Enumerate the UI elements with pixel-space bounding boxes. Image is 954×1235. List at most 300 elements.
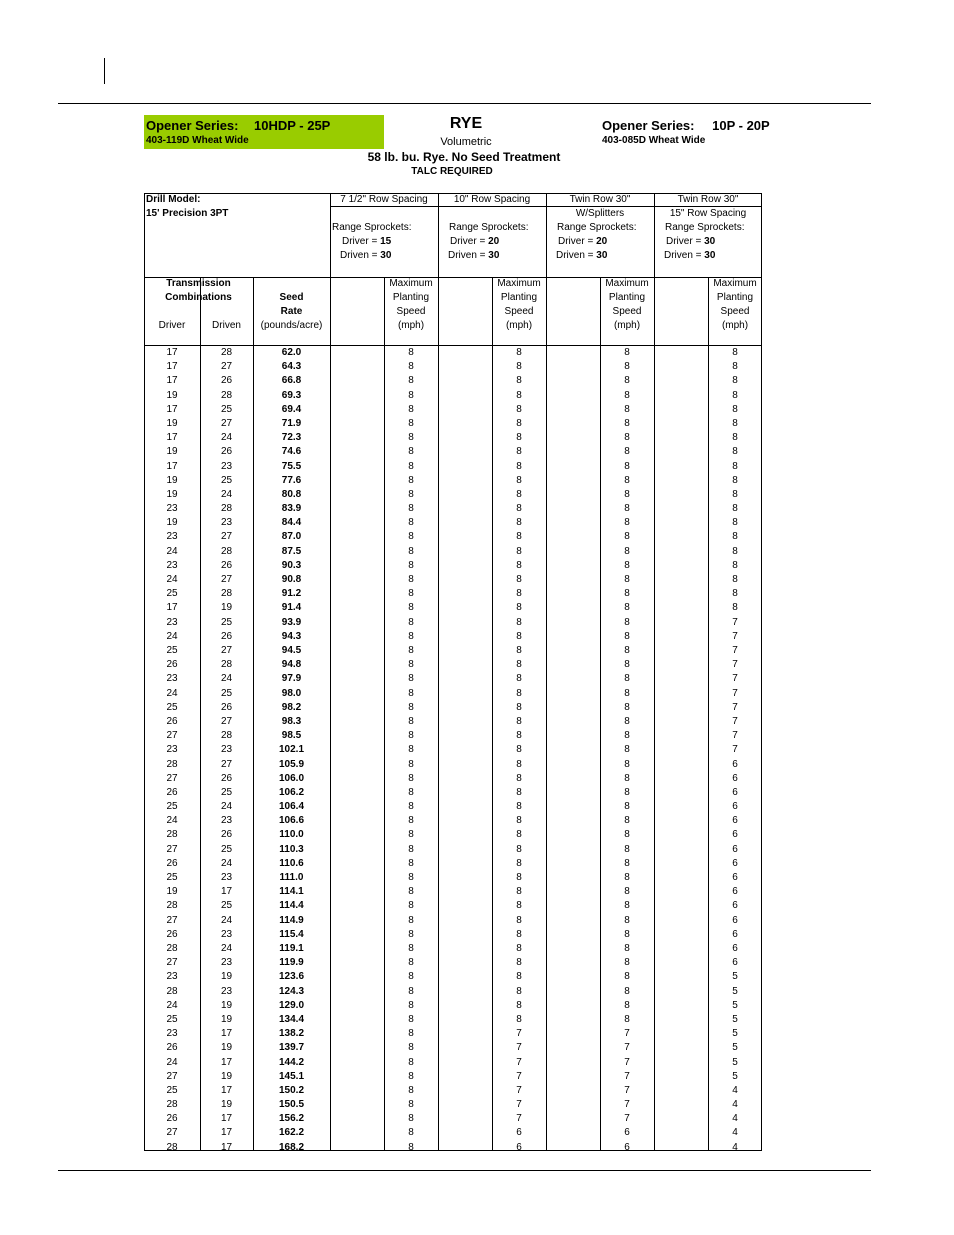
spacing-1-driver: Driver = 15	[342, 236, 392, 247]
table-row	[144, 1112, 762, 1126]
mps-7.5-cell: 8	[408, 1099, 414, 1111]
mps-10-cell: 8	[516, 531, 522, 543]
mps-twin-splitter-cell: 7	[624, 1070, 630, 1082]
table-row	[144, 814, 762, 828]
mps-twin-15-cell: 6	[732, 872, 738, 884]
seed-header: Seed	[279, 292, 304, 303]
mps-twin-15-cell: 8	[732, 559, 738, 571]
seed-rate-cell: 98.2	[281, 701, 302, 713]
driver-cell: 26	[166, 715, 178, 727]
seed-rate-cell: 71.9	[281, 417, 302, 429]
mps-10-cell: 8	[516, 559, 522, 571]
table-row	[144, 346, 762, 360]
driven-cell: 28	[220, 503, 233, 515]
seed-rate-cell: 139.7	[278, 1042, 305, 1054]
driver-cell: 25	[166, 801, 178, 813]
seed-rate-cell: 162.2	[278, 1127, 305, 1139]
driven-cell: 26	[220, 829, 233, 841]
mps-twin-15-cell: 7	[732, 659, 738, 671]
mps-7.5-cell: 8	[408, 673, 414, 685]
driver-cell: 24	[166, 1056, 178, 1068]
driver-cell: 26	[166, 659, 178, 671]
driven-cell: 19	[220, 1013, 233, 1025]
mps-7.5-cell: 8	[408, 744, 414, 756]
mps-twin-15-cell: 6	[732, 857, 738, 869]
mps-twin-splitter-cell: 8	[624, 1013, 630, 1025]
mps-twin-15-cell: 7	[732, 673, 738, 685]
mps-10-cell: 8	[516, 361, 522, 373]
table-row	[144, 871, 762, 885]
mps-twin-15-cell: 8	[732, 531, 738, 543]
mps-7.5-cell: 8	[408, 786, 414, 798]
mps-twin-15-cell: 8	[732, 446, 738, 458]
mps-10-cell: 8	[516, 843, 522, 855]
table-row	[144, 687, 762, 701]
driven-cell: 23	[220, 985, 233, 997]
mps-twin-splitter-cell: 7	[624, 1113, 630, 1125]
mps-twin-15-cell: 8	[732, 417, 738, 429]
mps-10-cell: 8	[516, 446, 522, 458]
driven-cell: 25	[220, 687, 233, 699]
mps-7.5-cell: 8	[408, 857, 414, 869]
seed-rate-cell: 119.9	[279, 957, 304, 969]
mps-header-2-l4: (mph)	[505, 320, 533, 331]
driven-cell: 27	[220, 758, 233, 770]
mps-10-cell: 7	[516, 1113, 522, 1125]
driven-cell: 28	[220, 659, 233, 671]
seed-rate-cell: 150.2	[278, 1084, 305, 1096]
mps-twin-15-cell: 8	[732, 375, 738, 387]
mps-twin-15-cell: 6	[732, 957, 738, 969]
mps-twin-splitter-cell: 8	[624, 999, 630, 1011]
seed-rate-cell: 105.9	[278, 758, 305, 770]
mps-twin-15-cell: 5	[732, 971, 738, 983]
mps-10-cell: 8	[516, 744, 522, 756]
driven-cell: 19	[220, 999, 233, 1011]
seed-rate-cell: 115.4	[279, 928, 304, 940]
table-row	[144, 828, 762, 842]
seed-rate-cell: 91.2	[281, 588, 302, 600]
driver-cell: 25	[166, 1084, 178, 1096]
spacing-2-title: 10" Row Spacing	[453, 194, 531, 205]
table-row	[144, 445, 762, 459]
table-row	[144, 516, 762, 530]
mps-10-cell: 8	[516, 928, 522, 940]
driver-cell: 27	[166, 957, 178, 969]
mps-7.5-cell: 8	[408, 942, 414, 954]
mps-twin-splitter-cell: 8	[624, 786, 630, 798]
mps-twin-15-cell: 8	[732, 389, 738, 401]
mps-twin-15-cell: 6	[732, 942, 738, 954]
mps-twin-splitter-cell: 8	[624, 957, 630, 969]
mps-10-cell: 8	[516, 985, 522, 997]
mps-twin-splitter-cell: 8	[624, 843, 630, 855]
spacing-3-driven: Driven = 30	[556, 250, 608, 261]
mps-10-cell: 8	[516, 545, 522, 557]
mps-twin-15-cell: 6	[732, 900, 738, 912]
mps-10-cell: 8	[516, 886, 522, 898]
mps-10-cell: 8	[516, 403, 522, 415]
mps-7.5-cell: 8	[408, 999, 414, 1011]
driver-cell: 23	[166, 503, 178, 515]
table-row	[144, 616, 762, 630]
driven-cell: 24	[220, 801, 233, 813]
mps-10-cell: 8	[516, 872, 522, 884]
driven-cell: 17	[220, 1028, 233, 1040]
mps-7.5-cell: 8	[408, 616, 414, 628]
mps-10-cell: 6	[516, 1141, 522, 1153]
driven-cell: 19	[220, 602, 233, 614]
mps-header-1-l2: Planting	[392, 292, 430, 303]
driver-cell: 28	[166, 942, 178, 954]
seed-rate-cell: 94.3	[281, 630, 302, 642]
mps-twin-splitter-cell: 8	[624, 914, 630, 926]
mps-7.5-cell: 8	[408, 843, 414, 855]
mps-10-cell: 8	[516, 786, 522, 798]
mps-7.5-cell: 8	[408, 1127, 414, 1139]
table-row	[144, 488, 762, 502]
mps-7.5-cell: 8	[408, 1028, 414, 1040]
seed-rate-table	[144, 193, 762, 1151]
driver-cell: 17	[166, 375, 178, 387]
mps-7.5-cell: 8	[408, 559, 414, 571]
talc-note: TALC REQUIRED	[411, 166, 493, 177]
mps-twin-15-cell: 8	[732, 488, 738, 500]
mps-twin-splitter-cell: 6	[624, 1127, 630, 1139]
mps-header-3-l3: Speed	[612, 306, 642, 317]
mps-10-cell: 7	[516, 1056, 522, 1068]
driver-cell: 19	[166, 517, 178, 529]
mps-twin-15-cell: 6	[732, 786, 738, 798]
crop-title: RYE	[449, 115, 483, 132]
spacing-1-driven: Driven = 30	[340, 250, 392, 261]
seed-rate-cell: 90.3	[281, 559, 302, 571]
mps-twin-15-cell: 7	[732, 701, 738, 713]
mps-twin-splitter-cell: 8	[624, 815, 630, 827]
mps-7.5-cell: 8	[408, 1013, 414, 1025]
mps-7.5-cell: 8	[408, 347, 414, 358]
driven-cell: 28	[220, 545, 233, 557]
spacing-4-sprockets: Range Sprockets:	[665, 222, 745, 233]
driven-cell: 19	[220, 1099, 233, 1111]
mps-twin-splitter-cell: 8	[624, 389, 630, 401]
mps-twin-splitter-cell: 8	[624, 673, 630, 685]
mps-7.5-cell: 8	[408, 630, 414, 642]
mps-twin-splitter-cell: 8	[624, 347, 630, 358]
driver-cell: 25	[166, 1013, 178, 1025]
opener-value-left: 10HDP - 25P	[254, 118, 331, 133]
seed-rate-cell: 106.4	[278, 801, 305, 813]
driven-cell: 25	[220, 786, 233, 798]
combinations-header: Combinations	[165, 292, 232, 303]
seed-rate-cell: 150.5	[278, 1099, 305, 1111]
seed-rate-cell: 110.6	[279, 857, 304, 869]
table-row	[144, 1084, 762, 1098]
driver-cell: 23	[166, 1028, 178, 1040]
mps-10-cell: 8	[516, 347, 522, 358]
table-row	[144, 672, 762, 686]
seed-rate-cell: 94.8	[281, 659, 302, 671]
opener-label-left: Opener Series:	[146, 118, 239, 133]
seed-rate-cell: 91.4	[281, 602, 302, 614]
mps-7.5-cell: 8	[408, 517, 414, 529]
mps-twin-15-cell: 4	[732, 1113, 738, 1125]
driven-cell: 23	[220, 872, 233, 884]
seed-rate-cell: 77.6	[281, 474, 302, 486]
driven-cell: 17	[220, 1141, 233, 1153]
mps-7.5-cell: 8	[408, 545, 414, 557]
mps-7.5-cell: 8	[408, 503, 414, 515]
mps-header-2-l3: Speed	[504, 306, 534, 317]
mps-10-cell: 8	[516, 389, 522, 401]
table-row	[144, 474, 762, 488]
driver-cell: 24	[166, 999, 178, 1011]
driver-cell: 19	[166, 446, 178, 458]
driver-cell: 27	[166, 1127, 178, 1139]
mps-7.5-cell: 8	[408, 389, 414, 401]
mps-7.5-cell: 8	[408, 957, 414, 969]
driver-cell: 24	[166, 815, 178, 827]
mps-twin-splitter-cell: 6	[624, 1141, 630, 1153]
table-row	[144, 1041, 762, 1055]
mps-twin-15-cell: 6	[732, 758, 738, 770]
mps-twin-splitter-cell: 8	[624, 403, 630, 415]
driven-cell: 23	[220, 460, 233, 472]
mps-twin-15-cell: 6	[732, 928, 738, 940]
mps-header-3-l1: Maximum	[605, 278, 649, 289]
table-row	[144, 1126, 762, 1140]
mps-7.5-cell: 8	[408, 531, 414, 543]
driver-cell: 24	[166, 545, 178, 557]
table-row	[144, 1141, 762, 1155]
mps-twin-splitter-cell: 7	[624, 1056, 630, 1068]
mps-header-4-l2: Planting	[716, 292, 754, 303]
table-row	[144, 403, 762, 417]
driver-cell: 23	[166, 744, 178, 756]
driver-cell: 27	[166, 730, 178, 742]
mps-twin-15-cell: 5	[732, 1028, 738, 1040]
mps-twin-splitter-cell: 8	[624, 730, 630, 742]
mps-header-1-l4: (mph)	[397, 320, 425, 331]
mps-twin-splitter-cell: 8	[624, 659, 630, 671]
driven-cell: 19	[220, 1042, 233, 1054]
mps-10-cell: 8	[516, 616, 522, 628]
mps-twin-15-cell: 8	[732, 432, 738, 444]
seed-rate-cell: 119.1	[279, 942, 304, 954]
mps-10-cell: 8	[516, 701, 522, 713]
mps-7.5-cell: 8	[408, 928, 414, 940]
mps-twin-15-cell: 5	[732, 1042, 738, 1054]
driver-cell: 25	[166, 872, 178, 884]
table-row	[144, 729, 762, 743]
mps-10-cell: 8	[516, 772, 522, 784]
driven-cell: 27	[220, 417, 233, 429]
table-row	[144, 970, 762, 984]
mps-twin-splitter-cell: 8	[624, 602, 630, 614]
mps-twin-splitter-cell: 8	[624, 886, 630, 898]
driver-cell: 17	[166, 361, 178, 373]
mps-twin-splitter-cell: 7	[624, 1084, 630, 1096]
mps-header-4-l3: Speed	[720, 306, 750, 317]
driver-cell: 19	[166, 417, 178, 429]
mps-7.5-cell: 8	[408, 432, 414, 444]
driver-cell: 27	[166, 843, 178, 855]
mps-twin-15-cell: 8	[732, 347, 738, 358]
mps-7.5-cell: 8	[408, 602, 414, 614]
drill-model-label: Drill Model:	[146, 194, 201, 205]
spacing-2-driven: Driven = 30	[448, 250, 500, 261]
driver-cell: 23	[166, 531, 178, 543]
table-row	[144, 559, 762, 573]
table-row	[144, 772, 762, 786]
driver-cell: 17	[166, 403, 178, 415]
driver-cell: 25	[166, 701, 178, 713]
seed-rate-cell: 97.9	[281, 673, 302, 685]
seed-rate-cell: 102.1	[278, 744, 305, 756]
opener-value-right: 10P - 20P	[712, 118, 770, 133]
mps-7.5-cell: 8	[408, 644, 414, 656]
table-row	[144, 985, 762, 999]
driver-cell: 28	[166, 758, 178, 770]
seed-rate-cell: 134.4	[278, 1013, 305, 1025]
driven-cell: 24	[220, 432, 233, 444]
mps-twin-splitter-cell: 8	[624, 715, 630, 727]
driver-cell: 24	[166, 687, 178, 699]
mps-twin-splitter-cell: 8	[624, 417, 630, 429]
spacing-2-sprockets: Range Sprockets:	[449, 222, 529, 233]
driven-header: Driven	[212, 320, 241, 331]
table-row	[144, 587, 762, 601]
driver-cell: 17	[166, 602, 178, 614]
mps-header-3-l2: Planting	[608, 292, 646, 303]
metering-method: Volumetric	[440, 136, 492, 148]
mps-7.5-cell: 8	[408, 815, 414, 827]
table-row	[144, 545, 762, 559]
spacing-4-driven: Driven = 30	[664, 250, 716, 261]
table-row	[144, 899, 762, 913]
mps-7.5-cell: 8	[408, 886, 414, 898]
spacing-1-title: 7 1/2" Row Spacing	[340, 194, 428, 205]
mps-twin-splitter-cell: 8	[624, 432, 630, 444]
seed-description: 58 lb. bu. Rye. No Seed Treatment	[367, 150, 561, 164]
table-row	[144, 743, 762, 757]
seed-rate-cell: 83.9	[281, 503, 302, 515]
driver-cell: 28	[166, 900, 178, 912]
mps-twin-15-cell: 8	[732, 574, 738, 586]
mps-7.5-cell: 8	[408, 659, 414, 671]
mps-twin-15-cell: 8	[732, 602, 738, 614]
opener-series-right	[602, 118, 770, 133]
mps-twin-15-cell: 7	[732, 616, 738, 628]
mps-10-cell: 8	[516, 914, 522, 926]
driven-cell: 24	[220, 488, 233, 500]
table-row	[144, 658, 762, 672]
mps-10-cell: 8	[516, 417, 522, 429]
mps-twin-splitter-cell: 8	[624, 517, 630, 529]
table-row	[144, 360, 762, 374]
opener-part-right: 403-085D Wheat Wide	[602, 135, 706, 146]
seed-rate-cell: 98.0	[281, 687, 302, 699]
table-row	[144, 999, 762, 1013]
seed-rate-cell: 106.0	[278, 772, 305, 784]
mps-10-cell: 8	[516, 659, 522, 671]
mps-10-cell: 8	[516, 474, 522, 486]
table-row	[144, 630, 762, 644]
mps-10-cell: 8	[516, 1013, 522, 1025]
seed-rate-cell: 145.1	[278, 1070, 305, 1082]
seed-rate-cell: 90.8	[281, 574, 302, 586]
table-row	[144, 1070, 762, 1084]
driver-cell: 23	[166, 616, 178, 628]
mps-10-cell: 8	[516, 574, 522, 586]
driven-cell: 24	[220, 673, 233, 685]
mps-twin-15-cell: 6	[732, 914, 738, 926]
mps-7.5-cell: 8	[408, 361, 414, 373]
driver-cell: 24	[166, 574, 178, 586]
mps-7.5-cell: 8	[408, 701, 414, 713]
driver-cell: 19	[166, 886, 178, 898]
driven-cell: 17	[220, 1084, 233, 1096]
mps-10-cell: 8	[516, 829, 522, 841]
mps-twin-15-cell: 8	[732, 474, 738, 486]
driver-cell: 25	[166, 588, 178, 600]
mps-10-cell: 8	[516, 730, 522, 742]
mps-10-cell: 7	[516, 1099, 522, 1111]
drill-model-value: 15' Precision 3PT	[146, 208, 229, 219]
driver-cell: 19	[166, 389, 178, 401]
driven-cell: 26	[220, 701, 233, 713]
seed-rate-cell: 75.5	[281, 460, 302, 472]
spacing-4-title: Twin Row 30"	[677, 194, 739, 205]
driver-cell: 23	[166, 673, 178, 685]
driver-cell: 27	[166, 914, 178, 926]
mps-10-cell: 7	[516, 1028, 522, 1040]
mps-7.5-cell: 8	[408, 446, 414, 458]
mps-twin-splitter-cell: 8	[624, 928, 630, 940]
mps-twin-splitter-cell: 8	[624, 503, 630, 515]
mps-twin-15-cell: 8	[732, 503, 738, 515]
mps-10-cell: 8	[516, 687, 522, 699]
mps-header-1-l1: Maximum	[389, 278, 433, 289]
mps-10-cell: 8	[516, 517, 522, 529]
mps-twin-15-cell: 6	[732, 772, 738, 784]
seed-rate-cell: 69.3	[281, 389, 302, 401]
driver-cell: 26	[166, 928, 178, 940]
table-row	[144, 431, 762, 445]
driven-cell: 24	[220, 857, 233, 869]
mps-7.5-cell: 8	[408, 872, 414, 884]
driven-cell: 27	[220, 715, 233, 727]
mps-7.5-cell: 8	[408, 375, 414, 387]
table-row	[144, 715, 762, 729]
table-row	[144, 701, 762, 715]
seed-rate-cell: 138.2	[278, 1028, 305, 1040]
mps-twin-splitter-cell: 8	[624, 375, 630, 387]
mps-10-cell: 8	[516, 957, 522, 969]
mps-10-cell: 8	[516, 999, 522, 1011]
mps-10-cell: 8	[516, 815, 522, 827]
mps-header-2-l1: Maximum	[497, 278, 541, 289]
mps-10-cell: 8	[516, 715, 522, 727]
driven-cell: 28	[220, 730, 233, 742]
seed-rate-cell: 69.4	[281, 403, 302, 415]
mps-10-cell: 8	[516, 758, 522, 770]
seed-rate-cell: 106.6	[278, 815, 305, 827]
top-rule	[58, 103, 871, 104]
mps-7.5-cell: 8	[408, 758, 414, 770]
table-row	[144, 1056, 762, 1070]
mps-10-cell: 8	[516, 801, 522, 813]
